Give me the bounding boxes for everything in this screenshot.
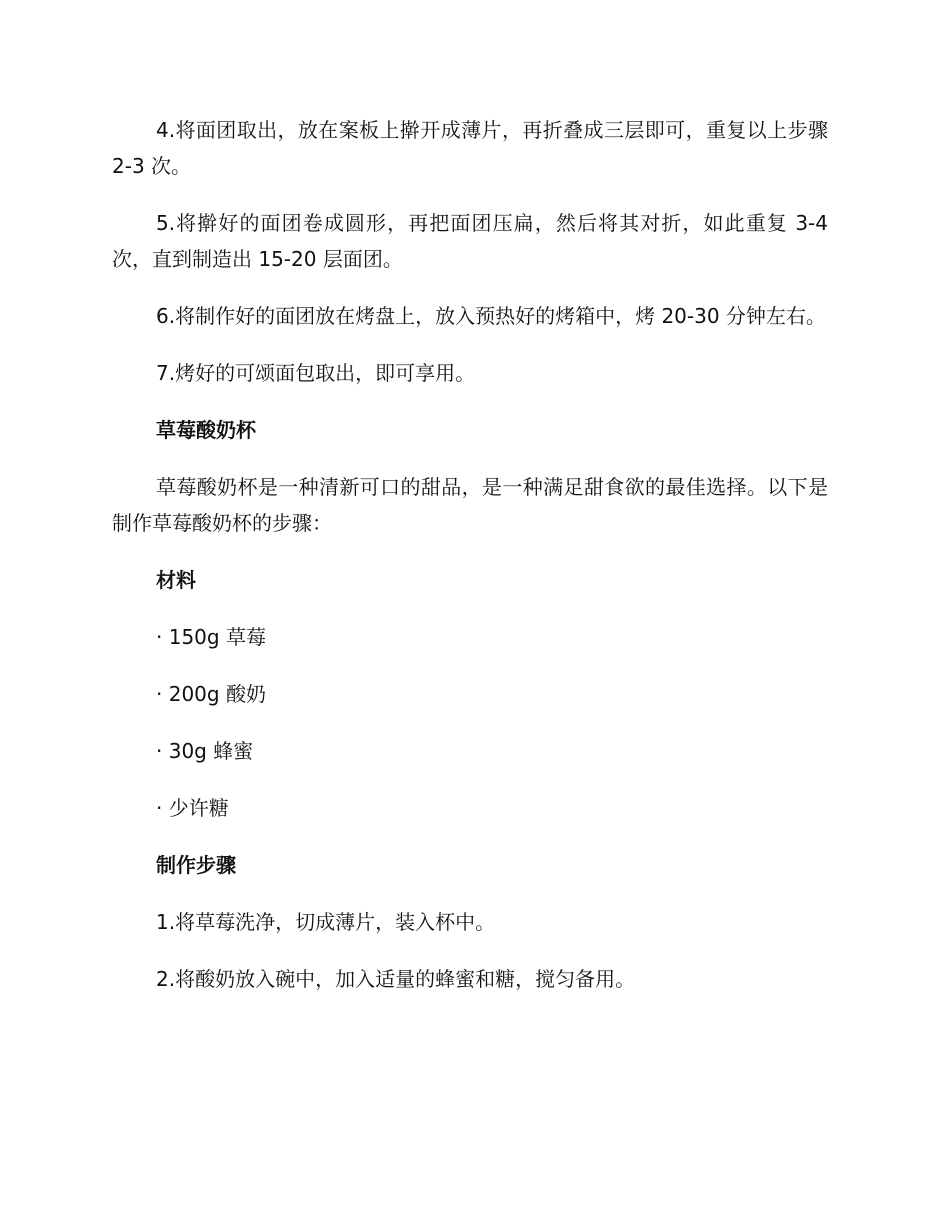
yogurt-step: 2.将酸奶放入碗中，加入适量的蜂蜜和糖，搅匀备用。: [156, 967, 636, 991]
section-intro: 草莓酸奶杯是一种清新可口的甜品，是一种满足甜食欲的最佳选择。以下是制作草莓酸奶杯的步骤：: [112, 475, 828, 535]
yogurt-step: 1.将草莓洗净，切成薄片，装入杯中。: [156, 910, 496, 934]
material-item: · 150g 草莓: [156, 625, 266, 649]
material-item: · 30g 蜂蜜: [156, 739, 254, 763]
croissant-step-6: 6.将制作好的面团放在烤盘上，放入预热好的烤箱中，烤 20-30 分钟左右。: [156, 304, 826, 328]
material-item: · 200g 酸奶: [156, 682, 266, 706]
croissant-step-5: 5.将擀好的面团卷成圆形，再把面团压扁，然后将其对折，如此重复 3-4 次，直到制造出 15-20 层面团。: [112, 211, 828, 271]
croissant-step-7: 7.烤好的可颂面包取出，即可享用。: [156, 361, 476, 385]
material-item: · 少许糖: [156, 796, 229, 820]
section-title: 草莓酸奶杯: [156, 418, 256, 442]
materials-heading: 材料: [156, 568, 196, 592]
steps-heading: 制作步骤: [156, 853, 236, 877]
document-body: [112, 112, 828, 1018]
croissant-step-4: 4.将面团取出，放在案板上擀开成薄片，再折叠成三层即可，重复以上步骤 2-3 次。: [112, 118, 828, 178]
